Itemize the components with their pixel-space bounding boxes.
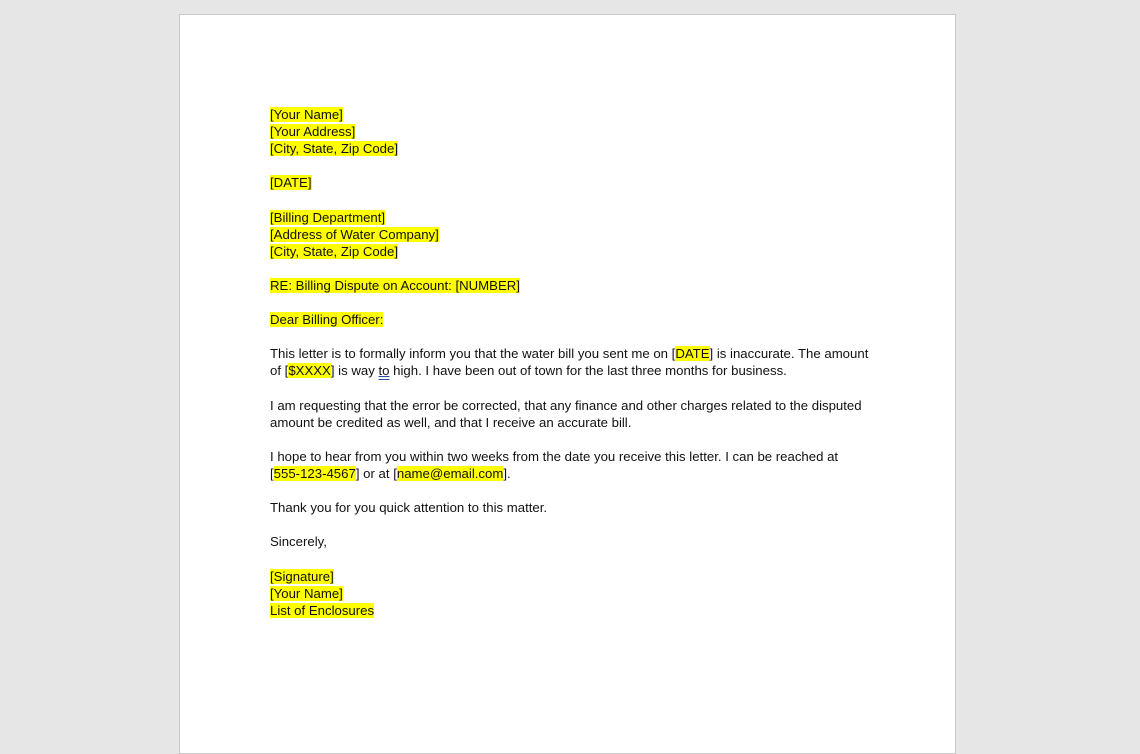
p3-part1: I hope to hear from you within two weeks from the date you receive this letter. I can be reached at [ [270,448,839,481]
salutation-text: Dear Billing Officer: [270,312,384,328]
paragraph-2: I am requesting that the error be corrected, that any finance and other charges related to the disputed amount be credited as well, and that I receive an accurate bill. [270,397,862,430]
p1-part1: This letter is to formally inform you that the water bill you sent me on [ [270,346,676,362]
sender-block [270,106,870,157]
paragraph-3 [270,448,870,482]
sender-address: [Your Address] [270,124,356,140]
p3-phone: 555-123-4567 [273,465,356,481]
p3-part2: ] or at [ [355,465,397,481]
letter-body [270,106,870,636]
p1-date-placeholder: DATE [675,346,710,362]
enclosures: List of Enclosures [270,602,375,618]
paragraph-1 [270,345,870,379]
re-line-text: RE: Billing Dispute on Account: [NUMBER] [270,277,520,293]
paragraph-4: Thank you for you quick attention to this matter. [270,500,548,516]
p1-part2: ] is inaccurate. The amount of [ [270,346,869,379]
letter-date: [DATE] [270,175,312,191]
p3-part3: ]. [503,465,511,481]
recipient-block [270,209,870,260]
p1-part3: ] is way [330,363,379,379]
p1-part4: high. I have been out of town for the last three months for business. [389,363,787,379]
recipient-department: [Billing Department] [270,209,386,225]
re-line [270,277,870,294]
closing: Sincerely, [270,534,327,550]
document-page [179,14,956,754]
date-block [270,174,870,191]
p3-email: name@email.com [396,465,504,481]
p1-amount-placeholder: $XXXX [288,363,331,379]
signature-name: [Your Name] [270,585,343,601]
sender-name: [Your Name] [270,107,343,122]
signature-block [270,568,870,619]
p1-typo-word[interactable]: to [378,363,390,379]
recipient-address: [Address of Water Company] [270,226,439,242]
salutation [270,311,870,328]
sender-city-state-zip: [City, State, Zip Code] [270,141,399,157]
signature-placeholder: [Signature] [270,568,334,584]
recipient-city-state-zip: [City, State, Zip Code] [270,243,399,259]
